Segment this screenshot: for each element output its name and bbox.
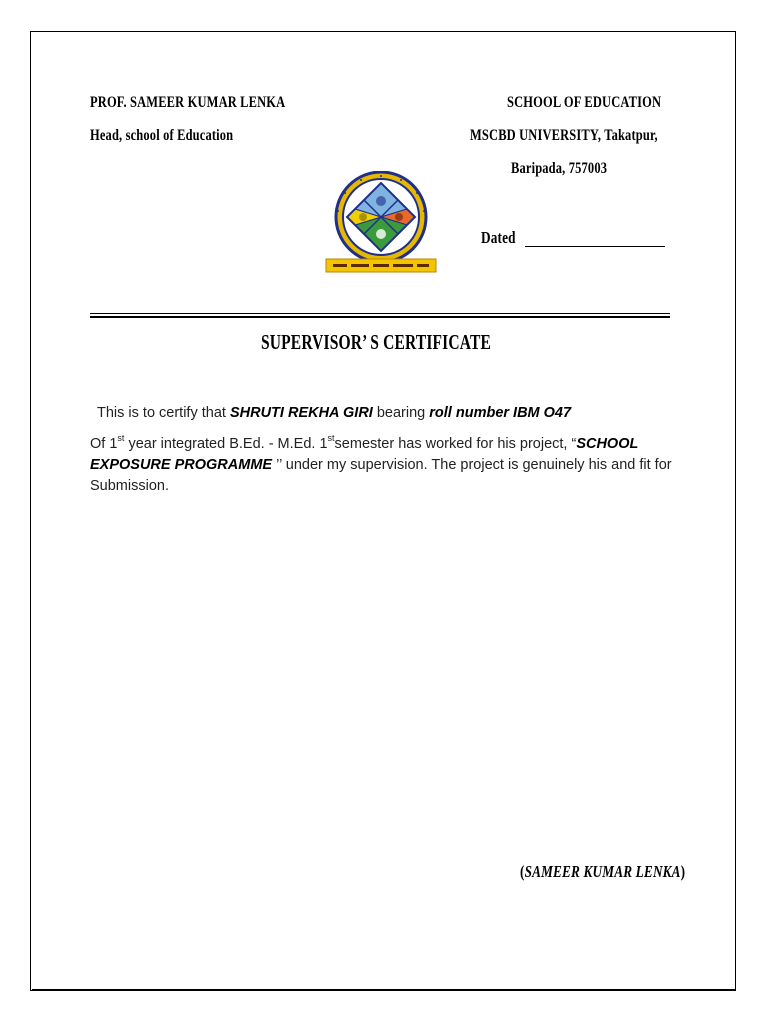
certificate-paragraph (90, 434, 682, 497)
dated-blank-line (525, 246, 665, 247)
ordinal-suffix: st (117, 433, 125, 444)
student-name: SHRUTI REKHA GIRI (229, 405, 373, 421)
bearing-text: bearing (372, 405, 430, 421)
header-divider-thick (90, 316, 670, 318)
dated-label: Dated (481, 228, 516, 247)
project-title: SCHOOL EXPOSURE PROGRAMME (90, 436, 639, 474)
university-seal-icon (321, 171, 441, 275)
supervisor-name: PROF. SAMEER KUMAR LENKA (90, 94, 286, 111)
signatory-name: SAMEER KUMAR LENKA (524, 862, 681, 881)
school-name: SCHOOL OF EDUCATION (507, 94, 662, 111)
signature-close-paren: ) (680, 862, 686, 881)
roll-number: roll number IBM O47 (429, 405, 572, 421)
university-name: MSCBD UNIVERSITY, Takatpur, (470, 127, 658, 144)
supervisor-designation: Head, school of Education (90, 127, 234, 144)
page-border-shadow (32, 989, 735, 990)
certificate-title: SUPERVISOR’ S CERTIFICATE (261, 330, 492, 354)
university-address: Baripada, 757003 (511, 160, 608, 177)
ordinal-suffix: st (327, 433, 335, 444)
para-text-3: semester has worked for his project, “ (334, 436, 577, 452)
certify-text: This is to certify that (97, 405, 230, 421)
para-text-4: ’’ under my supervision. The project is genuinely his and fit for Submission. (90, 457, 672, 495)
para-text-1: Of 1 (90, 436, 118, 452)
header-divider-thin (90, 313, 670, 314)
para-text-2: year integrated B.Ed. - M.Ed. 1 (124, 436, 328, 452)
signature-open-paren: ( (520, 862, 525, 881)
signature-block (520, 862, 685, 882)
certify-line (97, 403, 571, 424)
